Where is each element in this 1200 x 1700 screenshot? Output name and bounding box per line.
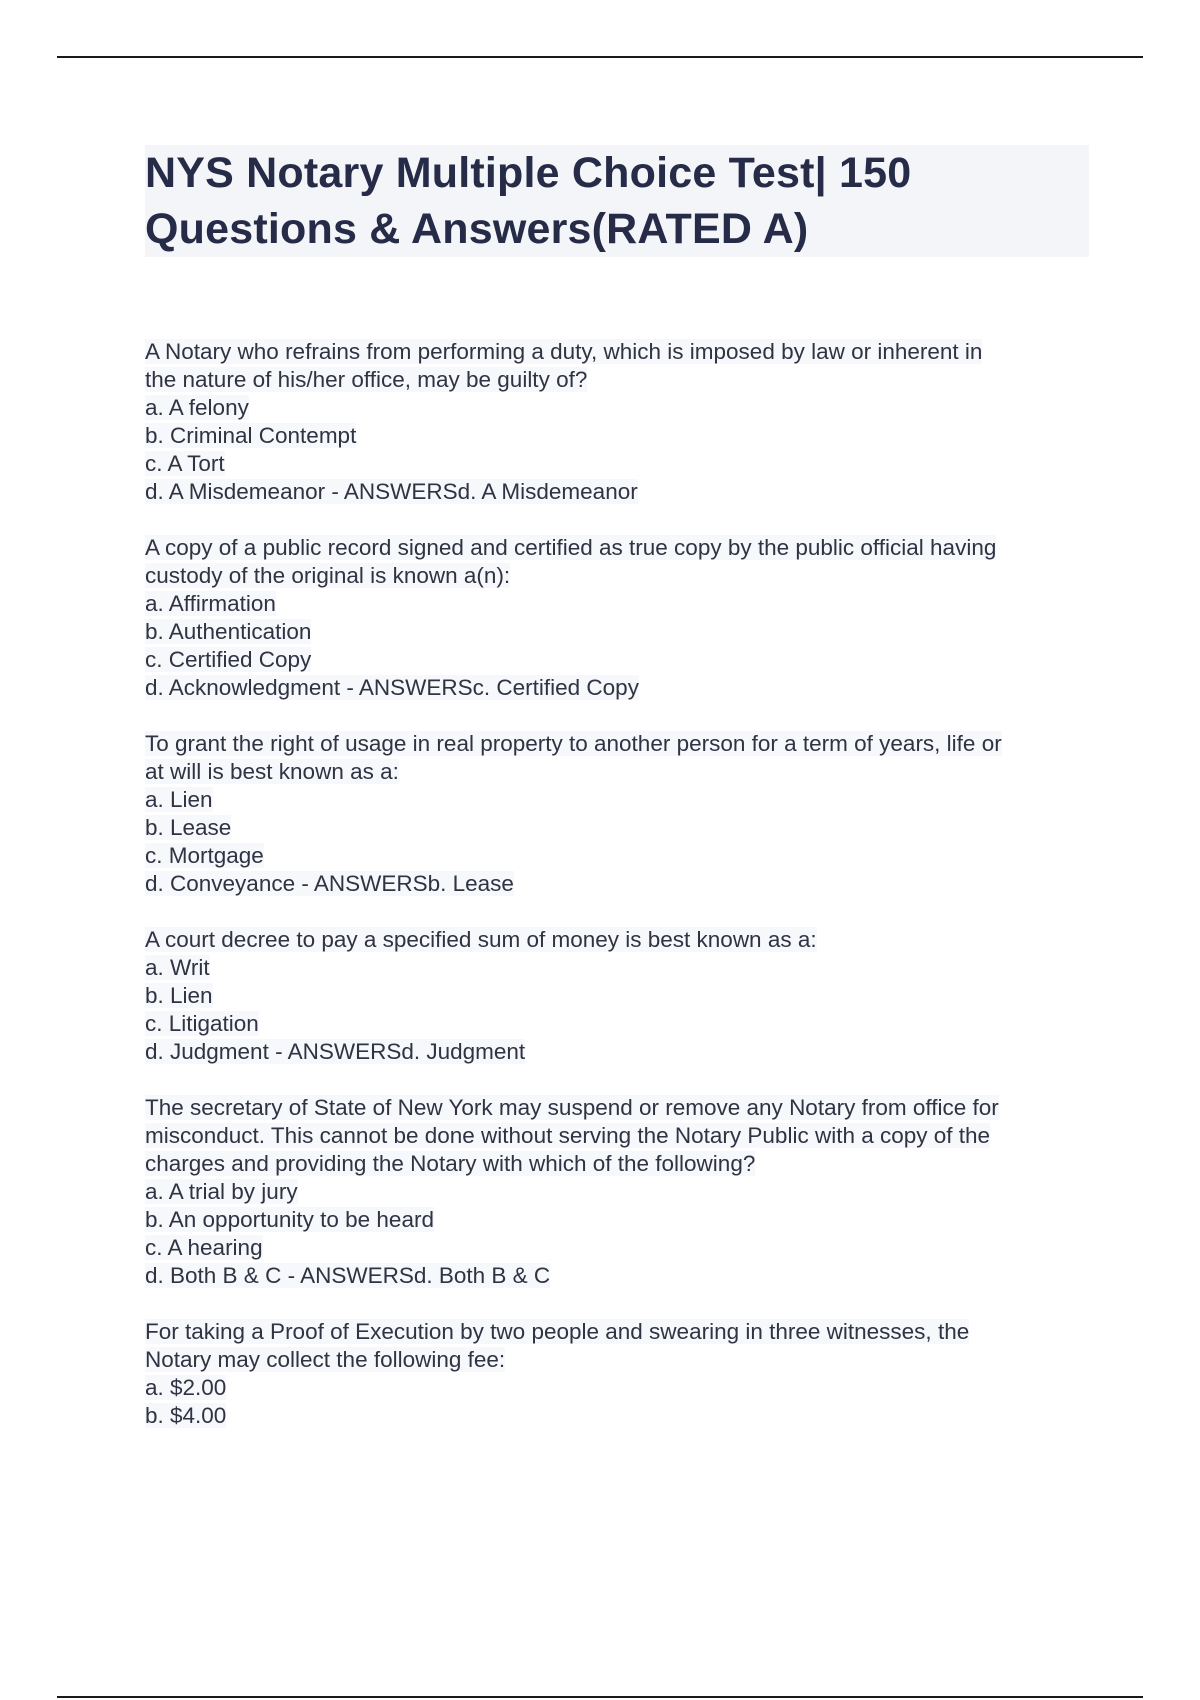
- question-5-option-c: c. A hearing: [145, 1235, 263, 1260]
- question-2-line-1: A copy of a public record signed and certified as true copy by the public official having: [145, 535, 997, 560]
- question-4-line-1: A court decree to pay a specified sum of money is best known as a:: [145, 927, 817, 952]
- page-top-rule: [57, 56, 1143, 58]
- question-1-option-a: a. A felony: [145, 395, 249, 420]
- question-3-option-d-answer: d. Conveyance - ANSWERSb. Lease: [145, 871, 514, 896]
- question-block-3: [145, 730, 1089, 898]
- question-1-line-2: the nature of his/her office, may be guilty of?: [145, 367, 588, 392]
- question-2-option-b: b. Authentication: [145, 619, 312, 644]
- question-block-1: [145, 338, 1089, 506]
- question-6-line-2: Notary may collect the following fee:: [145, 1347, 506, 1372]
- question-block-4: [145, 926, 1089, 1066]
- question-6-option-b: b. $4.00: [145, 1403, 227, 1428]
- question-3-line-1: To grant the right of usage in real property to another person for a term of years, life or: [145, 731, 1002, 756]
- question-1-option-d-answer: d. A Misdemeanor - ANSWERSd. A Misdemeanor: [145, 479, 638, 504]
- question-block-6: [145, 1318, 1089, 1430]
- question-5-line-1: The secretary of State of New York may suspend or remove any Notary from office for: [145, 1095, 999, 1120]
- question-3-option-b: b. Lease: [145, 815, 232, 840]
- document-title: NYS Notary Multiple Choice Test| 150 Questions & Answers(RATED A): [145, 149, 912, 253]
- question-5-line-2: misconduct. This cannot be done without serving the Notary Public with a copy of the: [145, 1123, 991, 1148]
- questions-list: [145, 338, 1089, 1458]
- question-1-option-c: c. A Tort: [145, 451, 225, 476]
- question-6-option-a: a. $2.00: [145, 1375, 227, 1400]
- question-block-2: [145, 534, 1089, 702]
- question-1-line-1: A Notary who refrains from performing a duty, which is imposed by law or inherent in: [145, 339, 983, 364]
- question-2-option-a: a. Affirmation: [145, 591, 276, 616]
- question-4-option-a: a. Writ: [145, 955, 210, 980]
- question-4-option-d-answer: d. Judgment - ANSWERSd. Judgment: [145, 1039, 526, 1064]
- question-2-line-2: custody of the original is known a(n):: [145, 563, 511, 588]
- question-block-5: [145, 1094, 1089, 1290]
- question-3-option-c: c. Mortgage: [145, 843, 264, 868]
- question-3-option-a: a. Lien: [145, 787, 213, 812]
- question-5-line-3: charges and providing the Notary with which of the following?: [145, 1151, 756, 1176]
- title-block: [145, 145, 1089, 257]
- question-6-line-1: For taking a Proof of Execution by two people and swearing in three witnesses, the: [145, 1319, 970, 1344]
- question-5-option-b: b. An opportunity to be heard: [145, 1207, 434, 1232]
- question-5-option-d-answer: d. Both B & C - ANSWERSd. Both B & C: [145, 1263, 551, 1288]
- question-3-line-2: at will is best known as a:: [145, 759, 399, 784]
- question-4-option-c: c. Litigation: [145, 1011, 259, 1036]
- question-1-option-b: b. Criminal Contempt: [145, 423, 357, 448]
- question-5-option-a: a. A trial by jury: [145, 1179, 298, 1204]
- question-4-option-b: b. Lien: [145, 983, 213, 1008]
- question-2-option-d-answer: d. Acknowledgment - ANSWERSc. Certified Copy: [145, 675, 639, 700]
- question-2-option-c: c. Certified Copy: [145, 647, 312, 672]
- page-bottom-rule: [57, 1696, 1143, 1698]
